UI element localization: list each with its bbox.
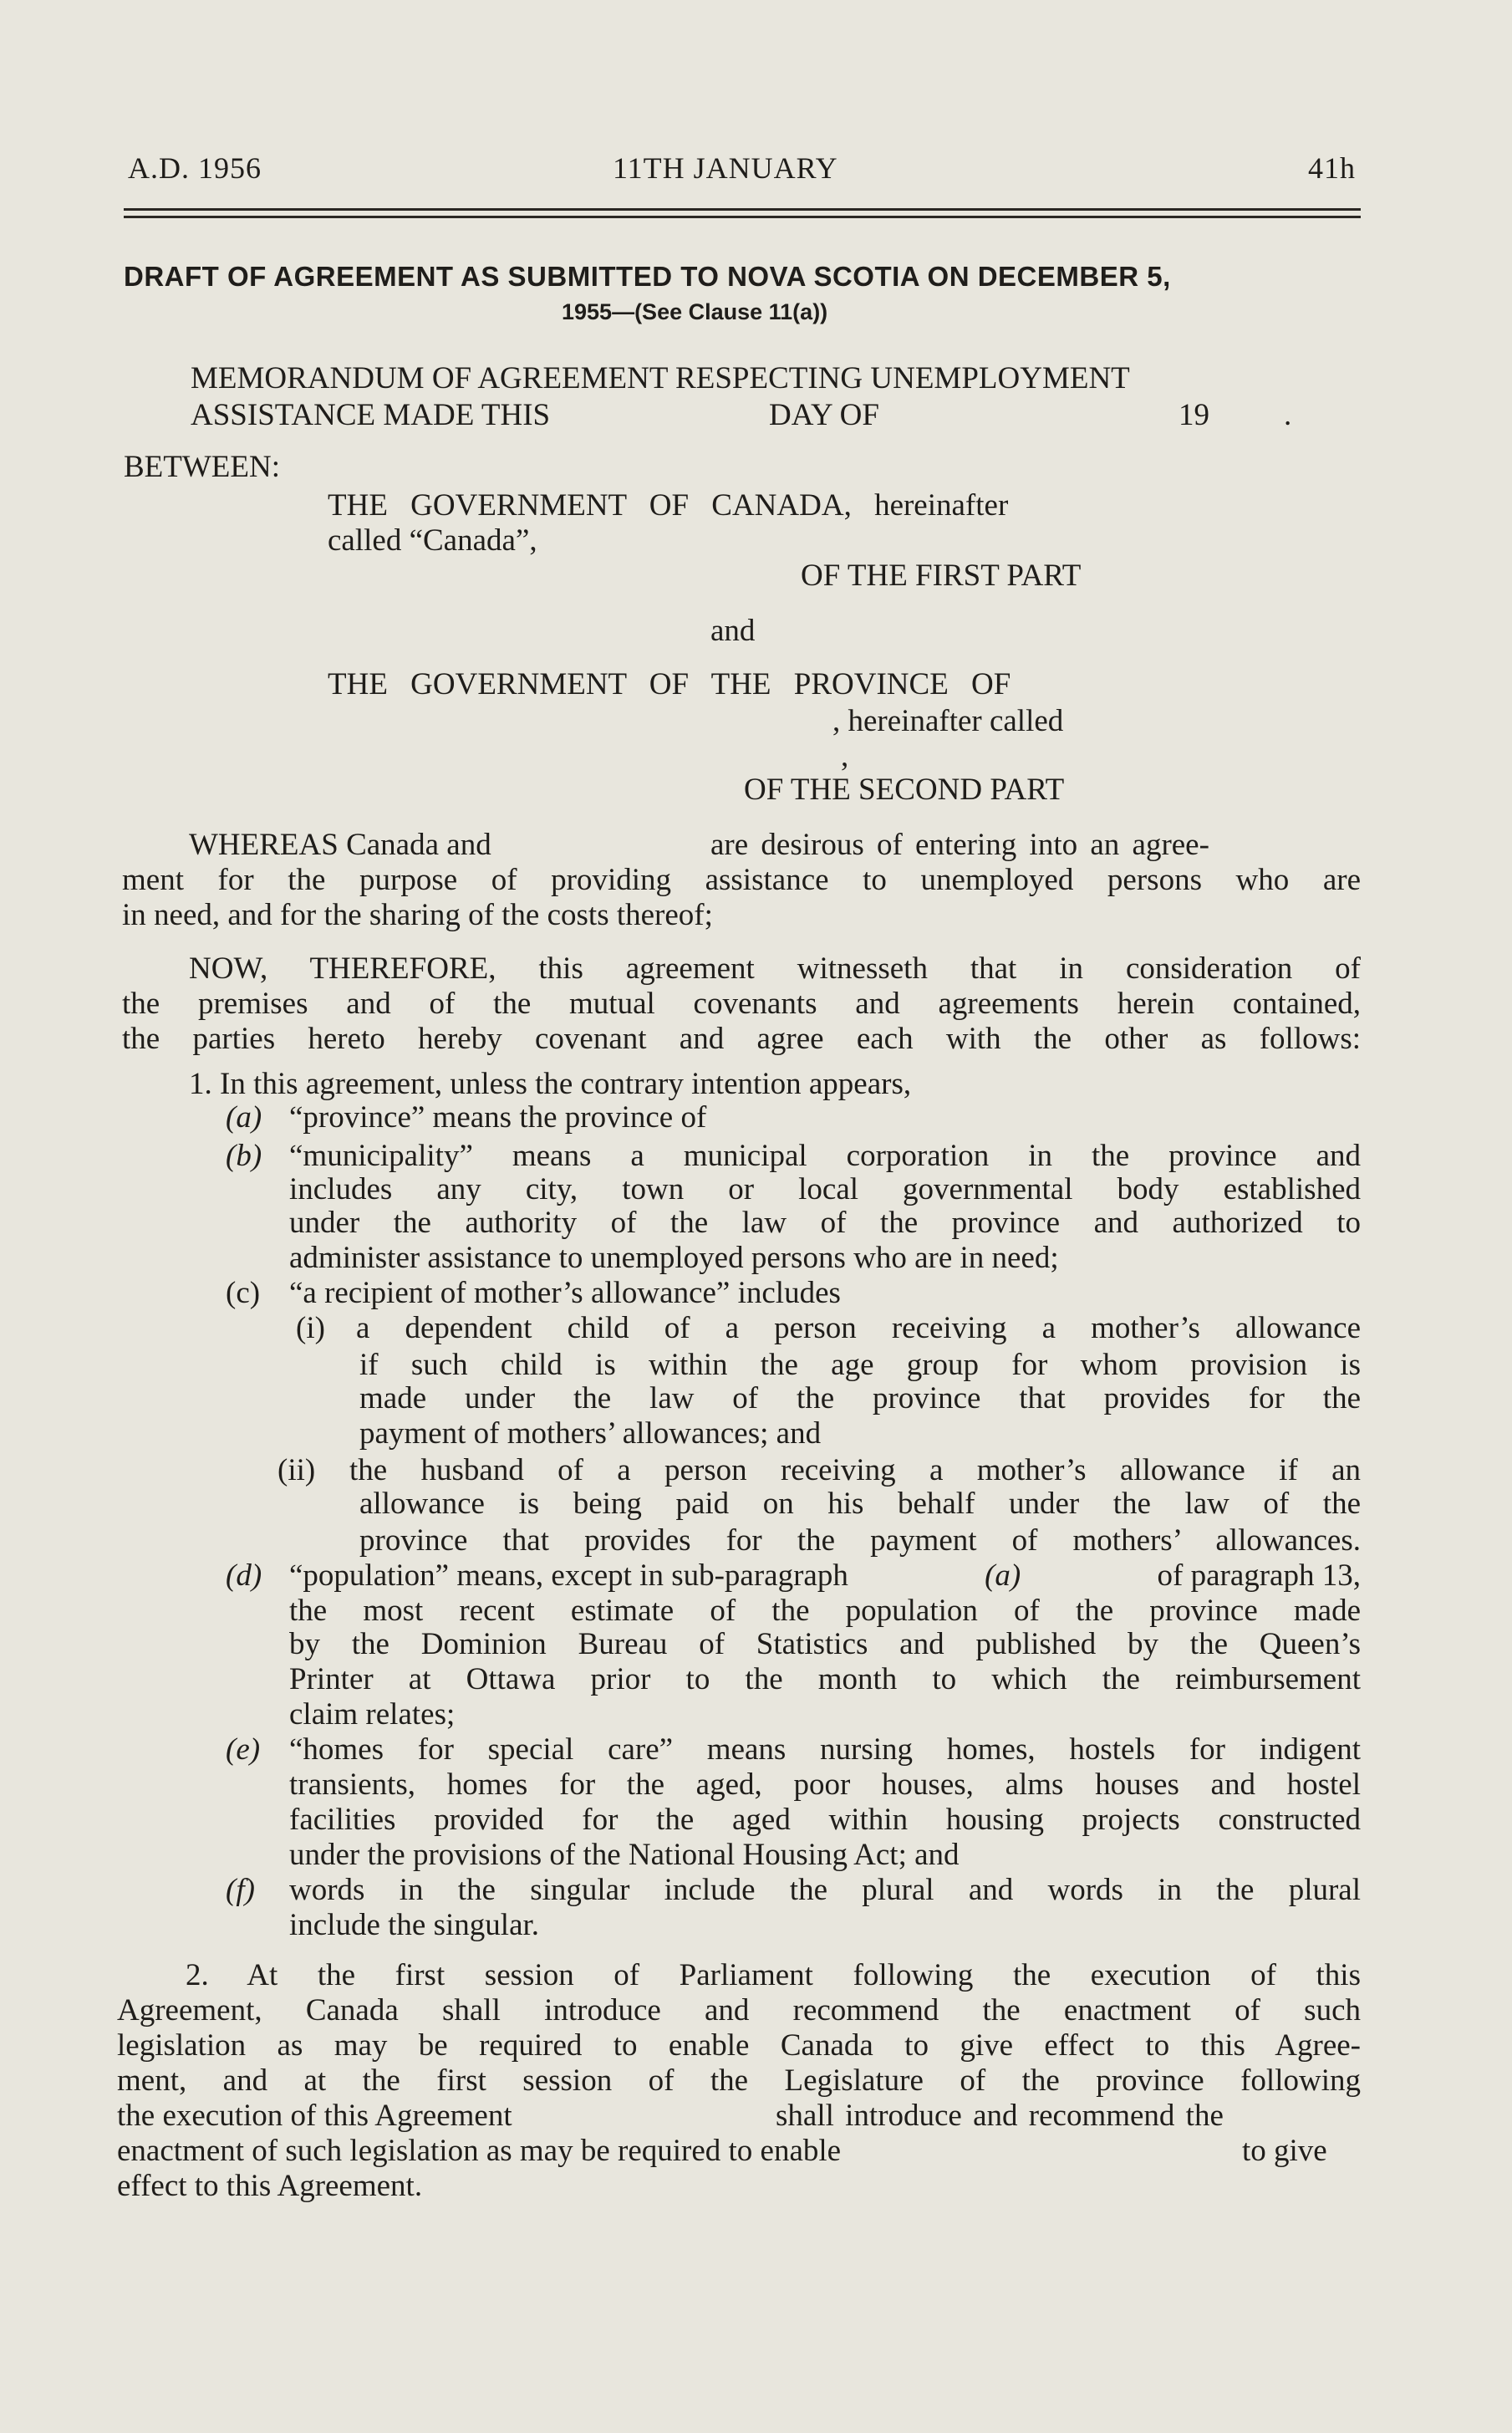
clause2-line5a: the execution of this Agreement <box>117 2099 512 2133</box>
clause1-f-label: (f) <box>226 1873 255 1907</box>
clause1-b-line2: includes any city, town or local governmental body established <box>289 1172 1361 1206</box>
party1-role: OF THE FIRST PART <box>801 559 1082 593</box>
clause1-b-label: (b) <box>226 1139 262 1173</box>
between-label: BETWEEN: <box>124 450 281 484</box>
now-line3: the parties hereto hereby covenant and agree each with the other as follows: <box>122 1022 1361 1056</box>
header-rule-top <box>124 208 1361 211</box>
clause1-c-i-line2: if such child is within the age group for whom provision is <box>359 1348 1361 1382</box>
memo-heading-line2b: DAY OF <box>769 398 879 432</box>
clause1-d-line5: claim relates; <box>289 1697 456 1732</box>
clause1-c-ii-line3: province that provides for the payment of mothers’ allowances. <box>359 1523 1361 1558</box>
party2-line2: , hereinafter called <box>832 704 1064 738</box>
clause1-e-line3: facilities provided for the aged within housing projects constructed <box>289 1803 1361 1837</box>
party2-line3: , <box>841 739 849 773</box>
clause1-a-label: (a) <box>226 1100 262 1135</box>
now-line1: NOW, THEREFORE, this agreement witnesseth that in consideration of <box>189 951 1361 986</box>
clause2-line5b: shall introduce and recommend the <box>776 2099 1224 2133</box>
party1-line2: called “Canada”, <box>328 523 537 558</box>
clause1-e-label: (e) <box>226 1732 261 1767</box>
clause2-line6b: to give <box>1242 2134 1327 2168</box>
party1-line1-text: THE GOVERNMENT OF CANADA, hereinafter <box>328 488 1009 523</box>
clause2-line6a: enactment of such legislation as may be required to enable <box>117 2134 842 2168</box>
clause2-line3: legislation as may be required to enable Canada to give effect to this Agree- <box>117 2028 1361 2063</box>
now-line2: the premises and of the mutual covenants and agreements herein contained, <box>122 987 1361 1021</box>
clause1-c-text: “a recipient of mother’s allowance” includes <box>289 1276 841 1310</box>
clause1-c-ii-label: (ii) <box>277 1453 316 1487</box>
clause1-f-line1: words in the singular include the plural and words in the plural <box>289 1873 1361 1907</box>
memo-heading-line1: MEMORANDUM OF AGREEMENT RESPECTING UNEMPLOYMENT <box>191 361 1130 395</box>
header-date: 11TH JANUARY <box>613 151 838 185</box>
clause1-e-line2: transients, homes for the aged, poor houses, alms houses and hostel <box>289 1767 1361 1802</box>
clause1-c-ii-line1: the husband of a person receiving a mother’s allowance if an <box>349 1453 1361 1487</box>
clause1-d-line2: the most recent estimate of the population of the province made <box>289 1594 1361 1628</box>
clause1-d-line4: Printer at Ottawa prior to the month to which the reimbursement <box>289 1662 1361 1696</box>
whereas-line1a: WHEREAS Canada and <box>189 828 491 862</box>
clause1-e-line1: “homes for special care” means nursing homes, hostels for indigent <box>289 1732 1361 1767</box>
clause1-e-line4: under the provisions of the National Housing Act; and <box>289 1838 960 1872</box>
clause1-c-ii-line2: allowance is being paid on his behalf under the law of the <box>359 1487 1361 1521</box>
clause1-d-line3: by the Dominion Bureau of Statistics and published by the Queen’s <box>289 1627 1361 1661</box>
clause2-line7: effect to this Agreement. <box>117 2169 423 2203</box>
clause1-b-line1: “municipality” means a municipal corporation in the province and <box>289 1139 1361 1173</box>
clause1-d-line1b: (a) <box>985 1558 1021 1593</box>
clause1-c-i-line4: payment of mothers’ allowances; and <box>359 1416 822 1451</box>
clause1-d-line1a: “population” means, except in sub-paragraph <box>289 1558 848 1593</box>
clause1-c-i-label: (i) <box>296 1311 325 1345</box>
clause1-d-line1 <box>289 1558 1361 1594</box>
whereas-line2: ment for the purpose of providing assistance to unemployed persons who are <box>122 863 1361 897</box>
clause1-b-line4: administer assistance to unemployed persons who are in need; <box>289 1241 1059 1275</box>
document-title: DRAFT OF AGREEMENT AS SUBMITTED TO NOVA SCOTIA ON DECEMBER 5, <box>124 261 1171 292</box>
clause1-b-line3: under the authority of the law of the province and authorized to <box>289 1206 1361 1240</box>
clause1-f-line2: include the singular. <box>289 1908 540 1942</box>
whereas-line3: in need, and for the sharing of the costs thereof; <box>122 898 713 932</box>
clause2-line4: ment, and at the first session of the Legislature of the province following <box>117 2063 1361 2098</box>
party1-line1 <box>328 488 1153 523</box>
memo-heading-line2a: ASSISTANCE MADE THIS <box>191 398 551 432</box>
clause2-line1: 2. At the first session of Parliament following the execution of this <box>186 1958 1361 1992</box>
document-subtitle: 1955—(See Clause 11(a)) <box>562 299 828 324</box>
clause1-d-label: (d) <box>226 1558 262 1593</box>
memo-heading-period: . <box>1284 398 1292 432</box>
clause1-c-label: (c) <box>226 1276 261 1310</box>
clause1-d-line1c: of paragraph 13, <box>1157 1558 1361 1593</box>
clause1-a-text: “province” means the province of <box>289 1100 707 1135</box>
whereas-line1b: are desirous of entering into an agree- <box>710 828 1209 862</box>
clause1-intro: 1. In this agreement, unless the contrary intention appears, <box>189 1067 912 1101</box>
party2-line1: THE GOVERNMENT OF THE PROVINCE OF <box>328 667 1011 701</box>
header-year: A.D. 1956 <box>128 151 262 185</box>
party2-role: OF THE SECOND PART <box>744 773 1065 807</box>
memo-heading-year: 19 <box>1179 398 1209 432</box>
header-rule-bottom <box>124 216 1361 218</box>
clause1-c-i-line3: made under the law of the province that provides for the <box>359 1381 1361 1415</box>
clause2-line2: Agreement, Canada shall introduce and recommend the enactment of such <box>117 1993 1361 2028</box>
clause1-c-i-line1: a dependent child of a person receiving a mother’s allowance <box>356 1311 1361 1345</box>
header-page-number: 41h <box>1308 151 1356 185</box>
and-connector: and <box>710 614 756 648</box>
